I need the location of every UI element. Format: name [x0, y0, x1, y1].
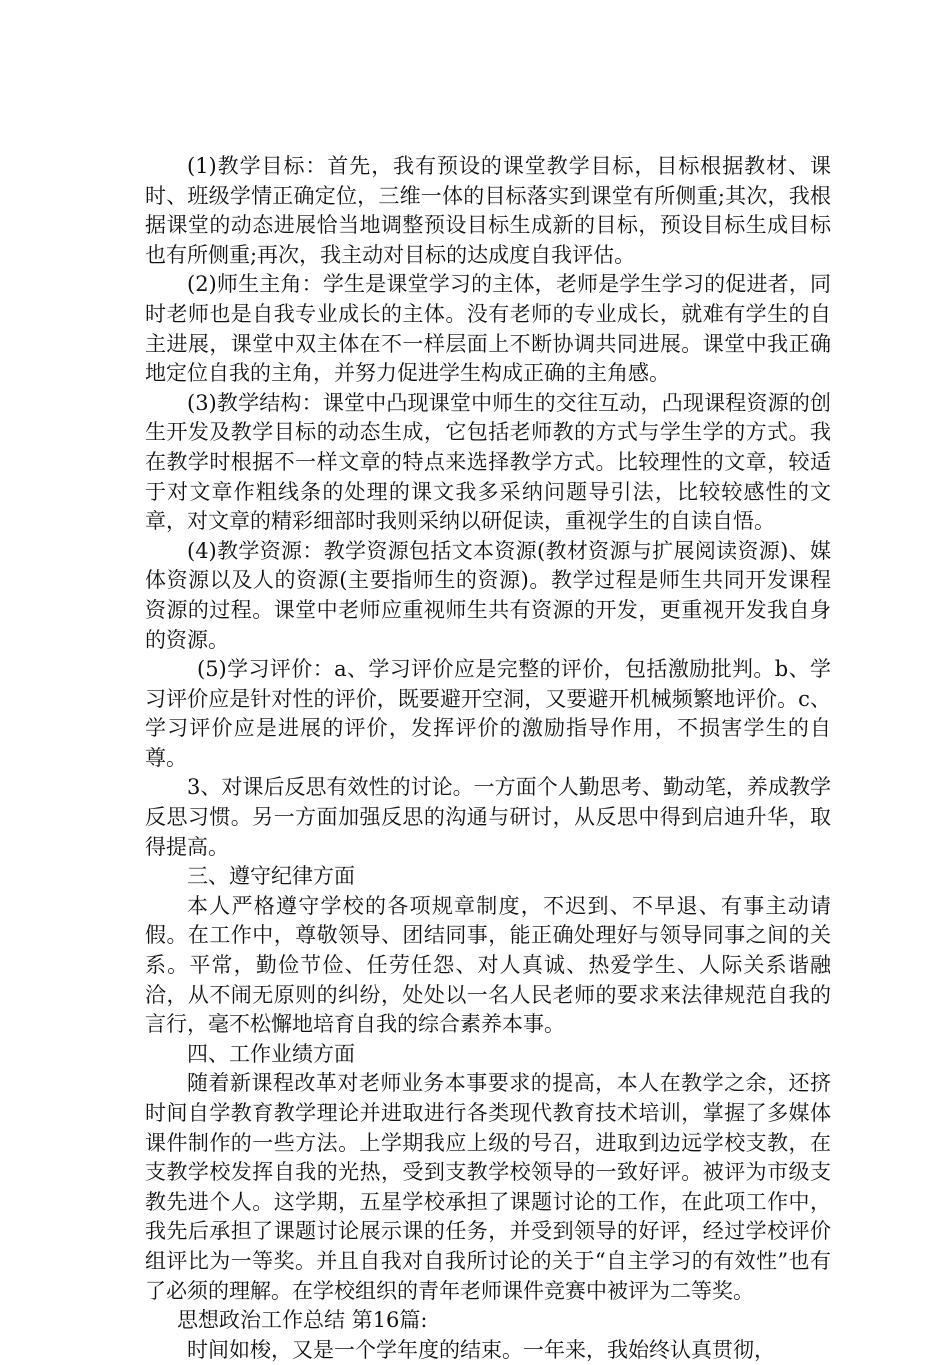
- section-heading-achievements: 四、工作业绩方面: [187, 1041, 355, 1066]
- paragraph-learning-evaluation: (5)学习评价：a、学习评价应是完整的评价，包括激励批判。b、学习评价应是针对性的评价，既要避开空洞，又要避开机械频繁地评价。c、学习评价应是进展的评价，发挥评价的激励指导作用，不损害学生的自尊。: [145, 657, 831, 770]
- paragraph-achievements: 随着新课程改革对老师业务本事要求的提高，本人在教学之余，还挤时间自学教育教学理论并进取进行各类现代教育技术培训，掌握了多媒体课件制作的一些方法。上学期我应上级的号召，进取到边远学校支教，在支教学校发挥自我的光热，受到支教学校领导的一致好评。被评为市级支教先进个人。这学期，五星学校承担了课题讨论的工作，在此项工作中，我先后承担了课题讨论展示课的任务，并受到领导的好评，经过学校评价组评比为一等奖。并且自我对自我所讨论的关于“自主学习的有效性”也有了必须的理解。在学校组织的青年老师课件竞赛中被评为二等奖。: [145, 1071, 831, 1303]
- section-heading-summary-16: 思想政治工作总结 第16篇:: [177, 1308, 428, 1333]
- paragraph-teaching-goals: (1)教学目标：首先，我有预设的课堂教学目标，目标根据教材、课时、班级学情正确定位，三维一体的目标落实到课堂有所侧重;其次，我根据课堂的动态进展恰当地调整预设目标生成新的目标，预设目标生成目标也有所侧重;再次，我主动对目标的达成度自我评估。: [145, 154, 831, 267]
- paragraph-teaching-resources: (4)教学资源：教学资源包括文本资源(教材资源与扩展阅读资源)、媒体资源以及人的资源(主要指师生的资源)。教学过程是师生共同开发课程资源的过程。课堂中老师应重视师生共有资源的开发，更重视开发我自身的资源。: [145, 538, 831, 652]
- paragraph-reflection: 3、对课后反思有效性的讨论。一方面个人勤思考、勤动笔，养成教学反思习惯。另一方面加强反思的沟通与研讨，从反思中得到启迪升华，取得提高。: [145, 775, 831, 859]
- paragraph-discipline: 本人严格遵守学校的各项规章制度，不迟到、不早退、有事主动请假。在工作中，尊敬领导、团结同事，能正确处理好与领导同事之间的关系。平常，勤俭节俭、任劳任怨、对人真诚、热爱学生、人际关系谐融洽，从不闹无原则的纠纷，处处以一名人民老师的要求来法律规范自我的言行，毫不松懈地培育自我的综合素养本事。: [145, 893, 831, 1037]
- section-heading-discipline: 三、遵守纪律方面: [187, 864, 355, 889]
- paragraph-teaching-structure: (3)教学结构：课堂中凸现课堂中师生的交往互动，凸现课程资源的创生开发及教学目标的动态生成，它包括老师教的方式与学生学的方式。我在教学时根据不一样文章的特点来选择教学方式。比较理性的文章，较适于对文章作粗线条的处理的课文我多采纳问题导引法，比较较感性的文章，对文章的精彩细部时我则采纳以研促读，重视学生的自读自悟。: [145, 390, 831, 534]
- paragraph-teacher-student-roles: (2)师生主角：学生是课堂学习的主体，老师是学生学习的促进者，同时老师也是自我专业成长的主体。没有老师的专业成长，就难有学生的自主进展，课堂中双主体在不一样层面上不断协调共同进展。课堂中我正确地定位自我的主角，并努力促进学生构成正确的主角感。: [145, 272, 831, 386]
- paragraph-summary-intro: 时间如梭，又是一个学年度的结束。一年来，我始终认真贯彻，: [187, 1337, 775, 1362]
- document-body: [145, 152, 831, 1365]
